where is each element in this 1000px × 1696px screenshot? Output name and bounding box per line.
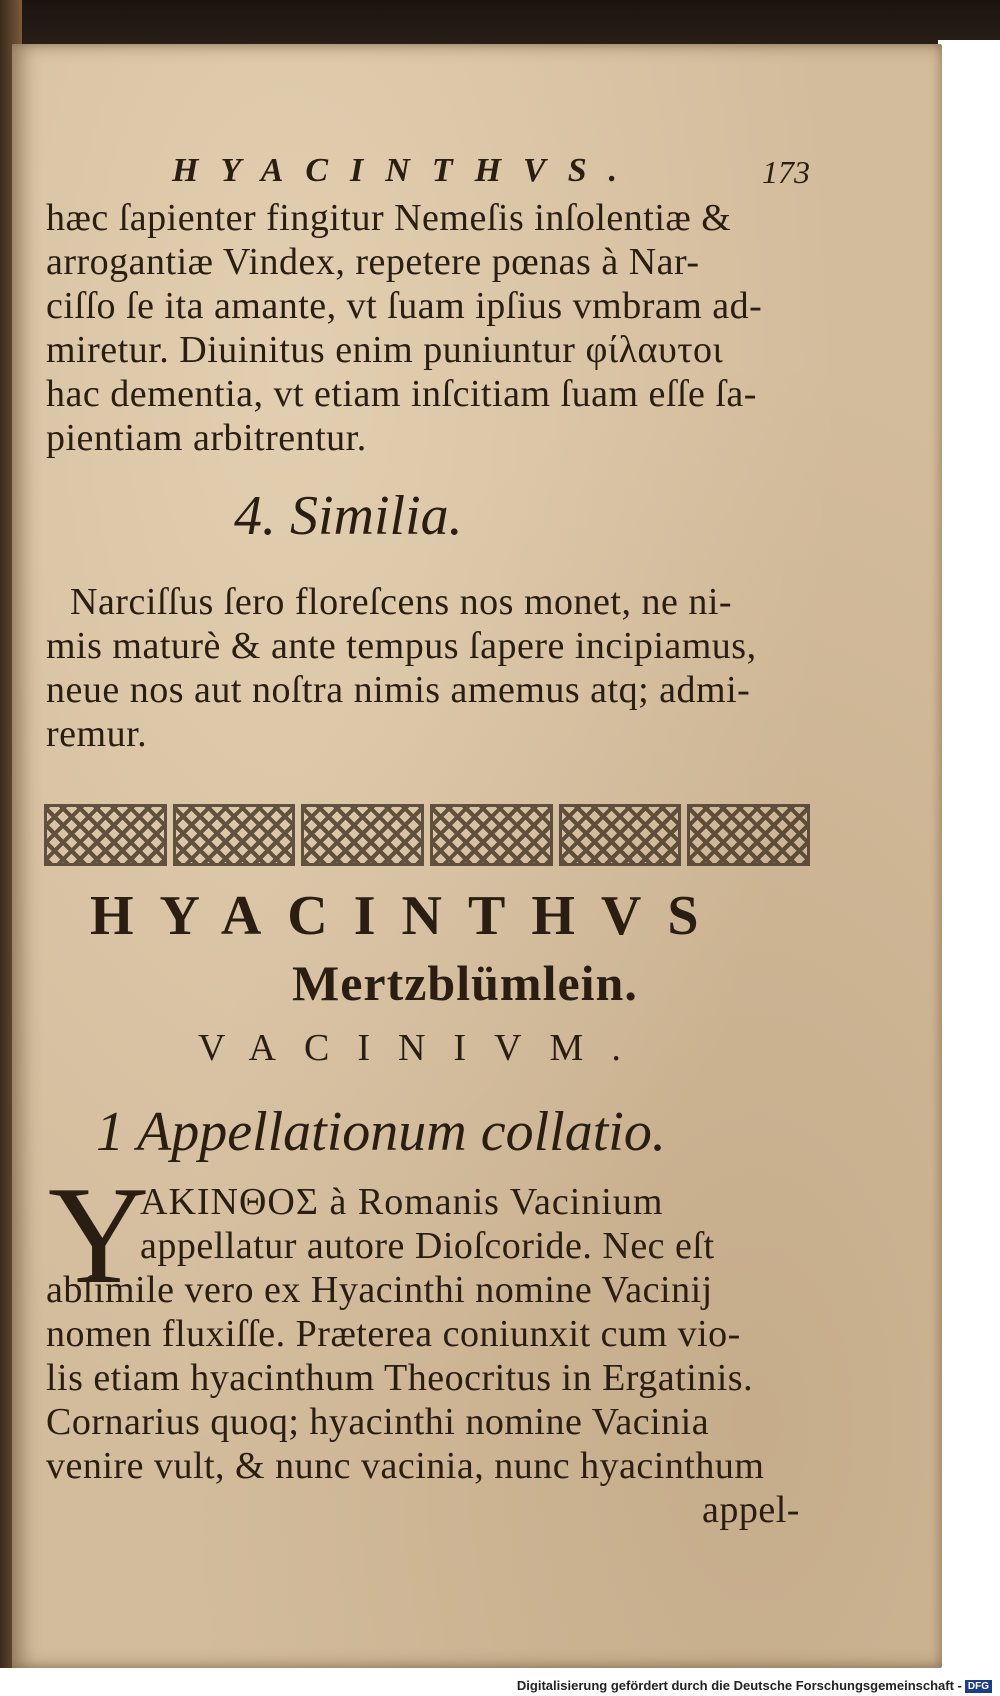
section-heading: 1 Appellationum collatio. <box>96 1101 666 1163</box>
page-number: 173 <box>762 154 810 190</box>
ornament-tile <box>430 804 553 866</box>
text-line: pientiam arbitrentur. <box>46 417 367 459</box>
dfg-logo-icon: DFG <box>965 1680 992 1693</box>
text-line: mis maturè & ante tempus ſapere incipiamus, <box>46 625 757 667</box>
latin-name: VACINIVM. <box>198 1027 649 1069</box>
text-line: hac dementia, vt etiam inſcitiam ſuam eſſe ſa- <box>46 373 757 415</box>
section-heading: 4. Similia. <box>234 485 463 547</box>
book-page <box>12 44 942 1668</box>
catchword: appel- <box>702 1489 800 1531</box>
text-line: lis etiam hyacinthum Theocritus in Ergatinis. <box>46 1357 754 1399</box>
scan-margin-right <box>938 40 1000 1668</box>
text-line: Narciſſus ſero floreſcens nos monet, ne ni- <box>70 581 733 623</box>
text-line: remur. <box>46 713 148 755</box>
text-line: miretur. Diuinitus enim puniuntur φίλαυτοι <box>46 329 724 371</box>
german-name: Mertzblümlein. <box>292 955 638 1011</box>
text-line: abſimile vero ex Hyacinthi nomine Vacinij <box>46 1269 713 1311</box>
running-head: HYACINTHVS. <box>172 152 640 189</box>
text-line: AKINΘOΣ à Romanis Vacinium <box>140 1181 664 1223</box>
text-line: appellatur autore Dioſcoride. Nec eſt <box>140 1225 715 1267</box>
ornament-tile <box>301 804 424 866</box>
ornament-tile <box>173 804 296 866</box>
ornament-tile <box>687 804 810 866</box>
text-line: hæc ſapienter fingitur Nemeſis inſolentiæ & <box>46 197 732 239</box>
text-line: ciſſo ſe ita amante, vt ſuam ipſius vmbram ad- <box>46 285 763 327</box>
ornament-tile <box>44 804 167 866</box>
digitization-credit <box>0 1678 992 1693</box>
text-line: arrogantiæ Vindex, repetere pœnas à Nar- <box>46 241 700 283</box>
text-line: neue nos aut noſtra nimis amemus atq; admi- <box>46 669 751 711</box>
ornamental-band <box>44 804 810 866</box>
text-line: nomen fluxiſſe. Præterea coniunxit cum vio- <box>46 1313 741 1355</box>
text-line: Cornarius quoq; hyacinthi nomine Vacinia <box>46 1401 710 1443</box>
ornament-tile <box>559 804 682 866</box>
chapter-title: HYACINTHVS <box>90 885 725 947</box>
drop-cap: Y <box>48 1158 150 1313</box>
text-line: venire vult, & nunc vacinia, nunc hyacinthum <box>46 1445 765 1487</box>
credit-text: Digitalisierung gefördert durch die Deutsche Forschungsgemeinschaft - <box>516 1678 962 1693</box>
